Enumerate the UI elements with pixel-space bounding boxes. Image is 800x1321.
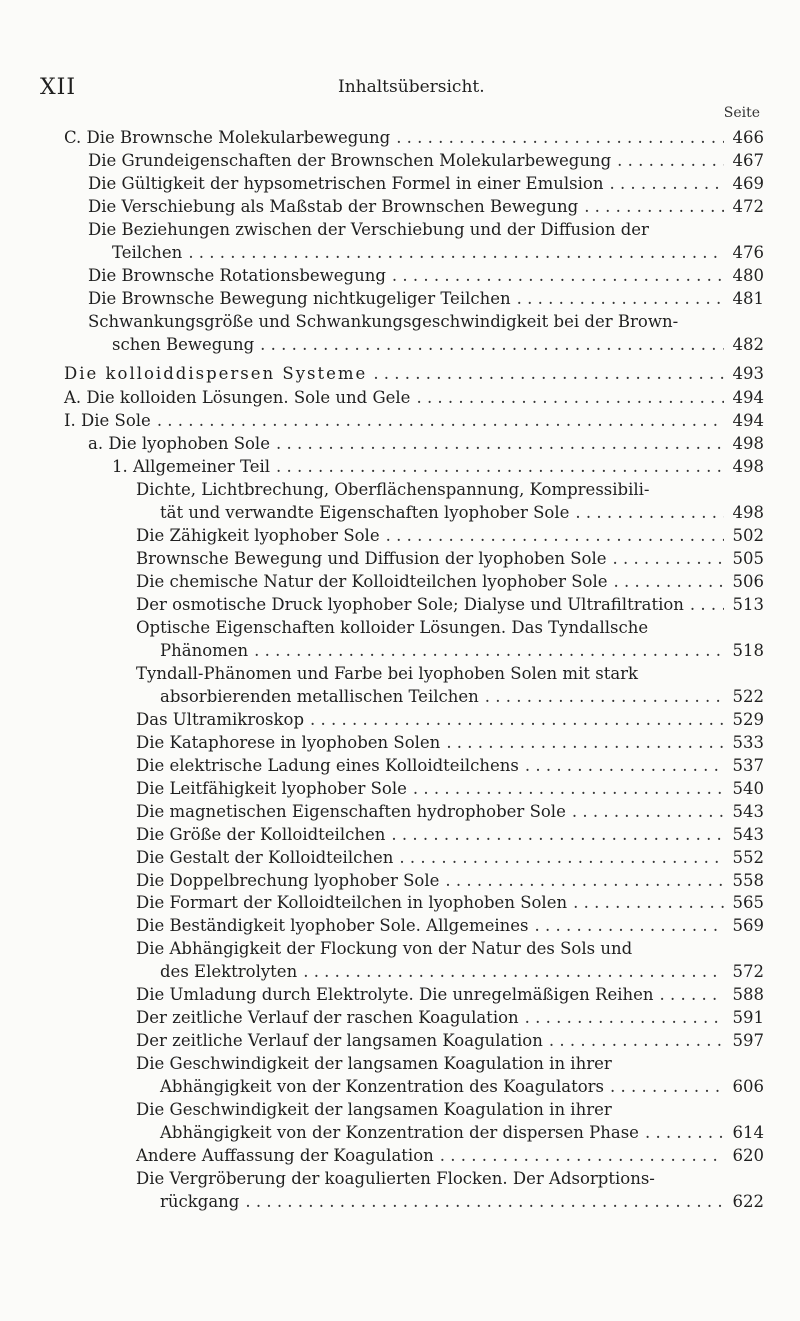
toc-page-number: 476 (732, 242, 764, 262)
leader-dots (410, 387, 724, 410)
leader-dots (511, 288, 724, 311)
leader-dots (529, 915, 724, 938)
toc-page-number: 569 (732, 916, 764, 936)
toc-entry-title: Die Grundeigenschaften der Brownschen Molekularbewegung (88, 150, 612, 170)
toc-entry-title: a. Die lyophoben Sole (88, 434, 270, 454)
leader-dots (380, 525, 724, 548)
toc-entry (64, 173, 764, 196)
leader-dots (304, 709, 724, 732)
toc-page-number: 591 (732, 1008, 764, 1028)
leader-dots (151, 410, 724, 433)
toc-entry (64, 1030, 764, 1053)
leader-dots (479, 686, 724, 709)
leader-dots (654, 984, 724, 1007)
page-column-label: Seite (723, 105, 760, 121)
toc-entry (64, 938, 764, 984)
leader-dots (385, 824, 724, 847)
toc-page-number: 493 (732, 363, 764, 383)
running-title: Inhaltsübersicht. (338, 77, 485, 97)
toc-entry-title: Andere Auffassung der Koagulation (136, 1145, 434, 1165)
toc-entry-title: Die Zähigkeit lyophober Sole (136, 526, 380, 546)
leader-dots (569, 502, 724, 525)
toc-entry-title: Die Leitfähigkeit lyophober Sole (136, 778, 407, 798)
toc-page-number: 498 (732, 434, 764, 454)
toc-page-number: 537 (732, 755, 764, 775)
toc-entry-title: absorbierenden metallischen Teilchen (160, 686, 479, 706)
leader-dots (182, 242, 724, 265)
toc-page-number: 498 (732, 503, 764, 523)
toc-entry (64, 1168, 764, 1214)
toc-entry (64, 433, 764, 456)
toc-entry-title: Abhängigkeit von der Konzentration des Koagulators (160, 1077, 604, 1097)
toc-page-number: 494 (732, 411, 764, 431)
toc-page-number: 543 (732, 824, 764, 844)
toc-entry-title: Der zeitliche Verlauf der langsamen Koagulation (136, 1031, 543, 1051)
toc-page-number: 572 (732, 962, 764, 982)
toc-entry (64, 984, 764, 1007)
page-number: XII (40, 75, 77, 100)
leader-dots (440, 732, 724, 755)
toc-page-number: 597 (732, 1031, 764, 1051)
toc-page-number: 622 (732, 1191, 764, 1211)
toc-entry-title: tät und verwandte Eigenschaften lyophober Sole (160, 503, 570, 523)
toc-entry-title: Die Beständigkeit lyophober Sole. Allgemeines (136, 916, 529, 936)
toc-page-number: 513 (732, 595, 764, 615)
toc-page-number: 498 (732, 457, 764, 477)
toc-entry-title: Die kolloiddispersen Systeme (64, 363, 368, 383)
leader-dots (434, 1145, 724, 1168)
toc-page-number: 614 (732, 1122, 764, 1142)
toc-entry-title: C. Die Brownsche Molekularbewegung (64, 128, 391, 147)
toc-entry-title: rückgang (160, 1191, 240, 1211)
toc-entry-title: Schwankungsgröße und Schwankungsgeschwindigkeit bei der Brown- (88, 311, 679, 331)
leader-dots (386, 265, 724, 288)
leader-dots (604, 1076, 724, 1099)
toc-entry (64, 525, 764, 548)
leader-dots (297, 961, 724, 984)
toc-entry-title: Die Doppelbrechung lyophober Sole (136, 870, 440, 890)
toc-entry-title: Die Umladung durch Elektrolyte. Die unregelmäßigen Reihen (136, 985, 654, 1005)
leader-dots (248, 640, 724, 663)
leader-dots (270, 433, 724, 456)
leader-dots (566, 801, 724, 824)
toc-entry (64, 410, 764, 433)
toc-page-number: 472 (732, 196, 764, 216)
toc-entry-title: Die Verschiebung als Maßstab der Brownschen Bewegung (88, 196, 579, 216)
leader-dots (603, 173, 724, 196)
toc-entry-title: Teilchen (112, 242, 183, 262)
toc-entry (64, 571, 764, 594)
leader-dots (254, 334, 724, 357)
toc-page-number: 480 (732, 265, 764, 285)
leader-dots (578, 196, 724, 219)
toc-entry-title: Die elektrische Ladung eines Kolloidteilchens (136, 755, 519, 775)
toc-entry-title: Die Formart der Kolloidteilchen in lyophoben Solen (136, 893, 568, 913)
toc-page-number: 505 (732, 549, 764, 569)
toc-entry (64, 870, 764, 893)
toc-page-number: 502 (732, 526, 764, 546)
toc-entry-title: Die Gestalt der Kolloidteilchen (136, 847, 394, 867)
toc-entry-title: schen Bewegung (112, 334, 255, 354)
toc-entry (64, 915, 764, 938)
leader-dots (684, 594, 724, 617)
toc-entry-title: Die Geschwindigkeit der langsamen Koagulation in ihrer (136, 1054, 612, 1074)
toc-entry-title: A. Die kolloiden Lösungen. Sole und Gele (64, 388, 411, 408)
toc-entry-title: Die Gültigkeit der hypsometrischen Formel in einer Emulsion (88, 173, 604, 193)
toc-entry (64, 732, 764, 755)
leader-dots (567, 892, 724, 915)
toc-page-number: 494 (732, 388, 764, 408)
toc-page-number: 533 (732, 732, 764, 752)
table-of-contents (64, 127, 764, 1214)
leader-dots (611, 150, 724, 173)
leader-dots (543, 1030, 724, 1053)
leader-dots (239, 1191, 724, 1214)
toc-page-number: 588 (732, 985, 764, 1005)
toc-entry-title: Optische Eigenschaften kolloider Lösungen. Das Tyndallsche (136, 618, 649, 638)
toc-entry (64, 801, 764, 824)
leader-dots (519, 755, 724, 778)
toc-entry (64, 594, 764, 617)
toc-entry-title: Die Brownsche Rotationsbewegung (88, 265, 386, 285)
toc-page-number: 469 (732, 173, 764, 193)
toc-entry-title: Die magnetischen Eigenschaften hydrophober Sole (136, 801, 566, 821)
toc-entry (64, 387, 764, 410)
toc-page-number: 482 (732, 334, 764, 354)
leader-dots (607, 548, 725, 571)
toc-page-number: 540 (732, 778, 764, 798)
leader-dots (639, 1122, 724, 1145)
toc-page-number: 565 (732, 893, 764, 913)
leader-dots (439, 870, 724, 893)
toc-entry (64, 456, 764, 479)
leader-dots (367, 363, 724, 386)
toc-entry-title: Der zeitliche Verlauf der raschen Koagulation (136, 1008, 519, 1028)
toc-entry-title: Brownsche Bewegung und Diffusion der lyophoben Sole (136, 549, 607, 569)
toc-entry (64, 892, 764, 915)
toc-entry-title: Die Beziehungen zwischen der Verschiebung und der Diffusion der (88, 219, 649, 239)
leader-dots (270, 456, 724, 479)
toc-page-number: 552 (732, 847, 764, 867)
toc-page-number: 466 (732, 128, 764, 147)
toc-entry-title: Die Abhängigkeit der Flockung von der Natur des Sols und (136, 939, 633, 959)
leader-dots (390, 127, 724, 150)
leader-dots (393, 847, 724, 870)
toc-entry-title: 1. Allgemeiner Teil (112, 457, 271, 477)
toc-entry (64, 1099, 764, 1145)
toc-entry (64, 1145, 764, 1168)
toc-entry (64, 363, 764, 386)
toc-entry (64, 196, 764, 219)
toc-entry (64, 265, 764, 288)
toc-page-number: 606 (732, 1077, 764, 1097)
toc-page-number: 467 (732, 150, 764, 170)
toc-entry (64, 288, 764, 311)
toc-page-number: 506 (732, 572, 764, 592)
leader-dots (608, 571, 724, 594)
toc-entry (64, 1053, 764, 1099)
toc-entry-title: Dichte, Lichtbrechung, Oberflächenspannung, Kompressibili- (136, 480, 650, 500)
leader-dots (407, 778, 724, 801)
toc-entry-title: Die Kataphorese in lyophoben Solen (136, 732, 441, 752)
toc-page-number: 558 (732, 870, 764, 890)
toc-entry-title: Die Geschwindigkeit der langsamen Koagulation in ihrer (136, 1100, 612, 1120)
toc-entry (64, 1007, 764, 1030)
toc-entry (64, 127, 764, 150)
toc-entry (64, 847, 764, 870)
toc-entry (64, 219, 764, 265)
toc-page-number: 620 (732, 1145, 764, 1165)
toc-page-number: 529 (732, 709, 764, 729)
toc-entry (64, 479, 764, 525)
toc-entry-title: Die Brownsche Bewegung nichtkugeliger Teilchen (88, 288, 511, 308)
toc-entry (64, 778, 764, 801)
toc-entry (64, 824, 764, 847)
toc-entry (64, 548, 764, 571)
toc-entry (64, 617, 764, 663)
toc-entry-title: des Elektrolyten (160, 962, 298, 982)
toc-entry-title: Die Vergröberung der koagulierten Flocken. Der Adsorptions- (136, 1168, 655, 1188)
toc-page-number: 543 (732, 801, 764, 821)
toc-entry-title: Das Ultramikroskop (136, 709, 305, 729)
leader-dots (519, 1007, 724, 1030)
toc-entry-title: Tyndall-Phänomen und Farbe bei lyophoben Solen mit stark (136, 663, 639, 683)
page-header (40, 75, 760, 105)
toc-entry-title: Der osmotische Druck lyophober Sole; Dialyse und Ultrafiltration (136, 595, 684, 615)
toc-entry-title: Die chemische Natur der Kolloidteilchen lyophober Sole (136, 572, 608, 592)
toc-entry (64, 311, 764, 357)
toc-entry-title: Abhängigkeit von der Konzentration der dispersen Phase (160, 1122, 639, 1142)
toc-entry (64, 709, 764, 732)
toc-entry-title: Phänomen (160, 640, 249, 660)
toc-entry (64, 663, 764, 709)
toc-page-number: 481 (732, 288, 764, 308)
toc-entry-title: I. Die Sole (64, 411, 151, 431)
toc-entry-title: Die Größe der Kolloidteilchen (136, 824, 386, 844)
toc-entry (64, 150, 764, 173)
toc-page-number: 522 (732, 686, 764, 706)
toc-page-number: 518 (732, 640, 764, 660)
toc-entry (64, 755, 764, 778)
